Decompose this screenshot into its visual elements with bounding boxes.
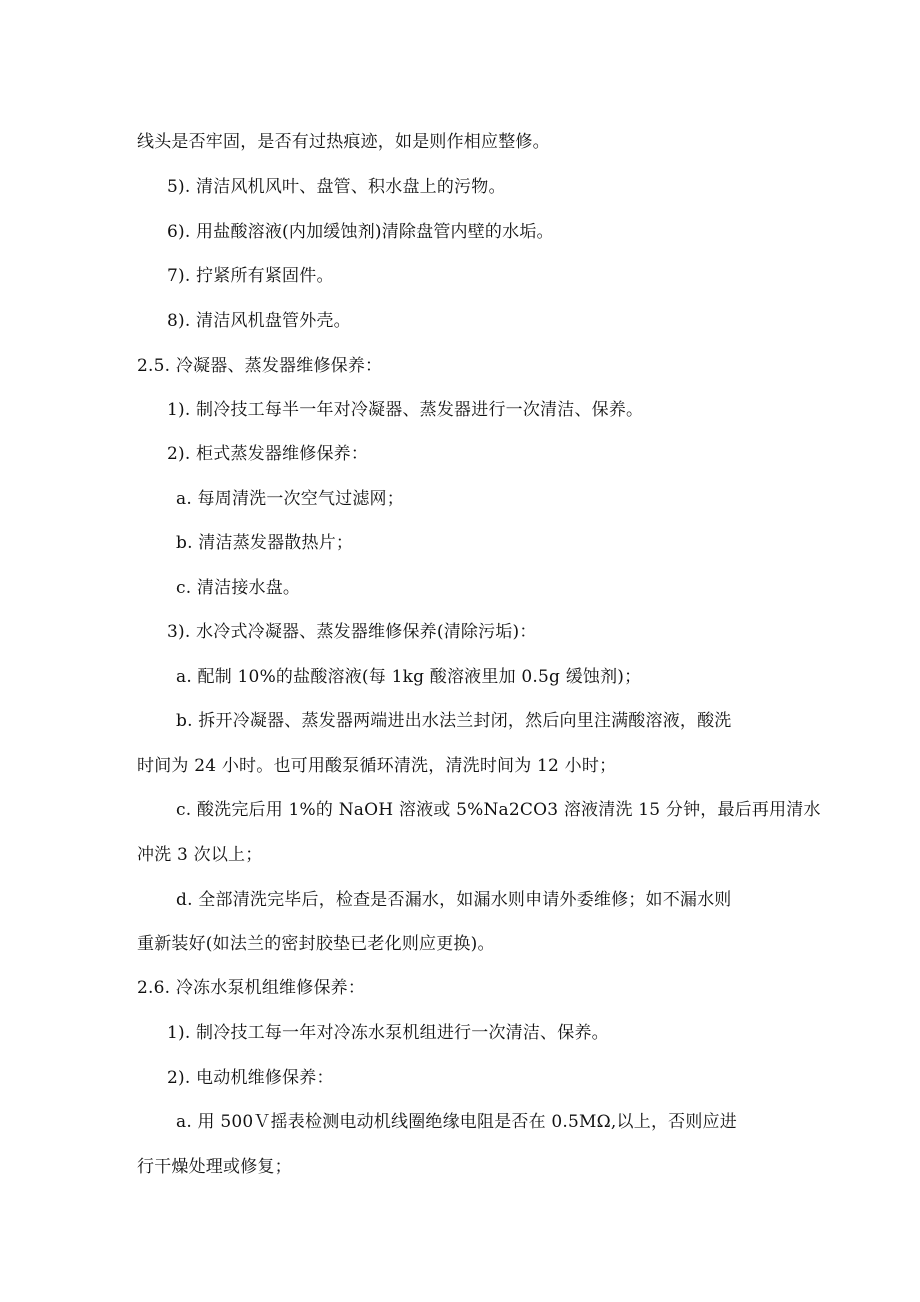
sub-item: b. 清洁蒸发器散热片； (176, 533, 354, 553)
list-item: 2). 电动机维修保养： (167, 1068, 334, 1088)
list-item: 7). 拧紧所有紧固件。 (167, 266, 334, 286)
section-heading: 2.6. 冷冻水泵机组维修保养： (137, 978, 366, 998)
list-item: 1). 制冷技工每一年对冷冻水泵机组进行一次清洁、保养。 (167, 1023, 609, 1043)
list-item: 3). 水冷式冷凝器、蒸发器维修保养(清除污垢)： (167, 622, 537, 642)
section-heading: 2.5. 冷凝器、蒸发器维修保养： (137, 356, 383, 376)
text-line: 时间为 24 小时。也可用酸泵循环清洗，清洗时间为 12 小时； (137, 756, 617, 776)
list-item: 5). 清洁风机风叶、盘管、积水盘上的污物。 (167, 177, 506, 197)
text-line: 冲洗 3 次以上； (137, 845, 263, 865)
sub-item: d. 全部清洗完毕后，检查是否漏水，如漏水则申请外委维修；如不漏水则 (176, 890, 732, 910)
list-item: 1). 制冷技工每半一年对冷凝器、蒸发器进行一次清洁、保养。 (167, 400, 644, 420)
list-item: 6). 用盐酸溶液(内加缓蚀剂)清除盘管内壁的水垢。 (167, 222, 554, 242)
sub-item: a. 每周清洗一次空气过滤网； (176, 489, 404, 509)
text-line: 行干燥处理或修复； (137, 1157, 292, 1177)
sub-item: c. 酸洗完后用 1%的 NaOH 溶液或 5%Na2CO3 溶液清洗 15 分钟，最后再用清水 (176, 800, 821, 820)
sub-item: a. 配制 10%的盐酸溶液(每 1kg 酸溶液里加 0.5g 缓蚀剂)； (176, 667, 642, 687)
text-line: 重新装好(如法兰的密封胶垫已老化则应更换)。 (137, 934, 495, 954)
text-line: 线头是否牢固，是否有过热痕迹，如是则作相应整修。 (137, 132, 550, 152)
sub-item: c. 清洁接水盘。 (176, 578, 301, 598)
list-item: 8). 清洁风机盘管外壳。 (167, 311, 351, 331)
sub-item: b. 拆开冷凝器、蒸发器两端进出水法兰封闭，然后向里注满酸溶液，酸洗 (176, 711, 732, 731)
sub-item: a. 用 500Ｖ摇表检测电动机线圈绝缘电阻是否在 0.5MΩ,以上，否则应进 (176, 1112, 737, 1132)
list-item: 2). 柜式蒸发器维修保养： (167, 444, 369, 464)
